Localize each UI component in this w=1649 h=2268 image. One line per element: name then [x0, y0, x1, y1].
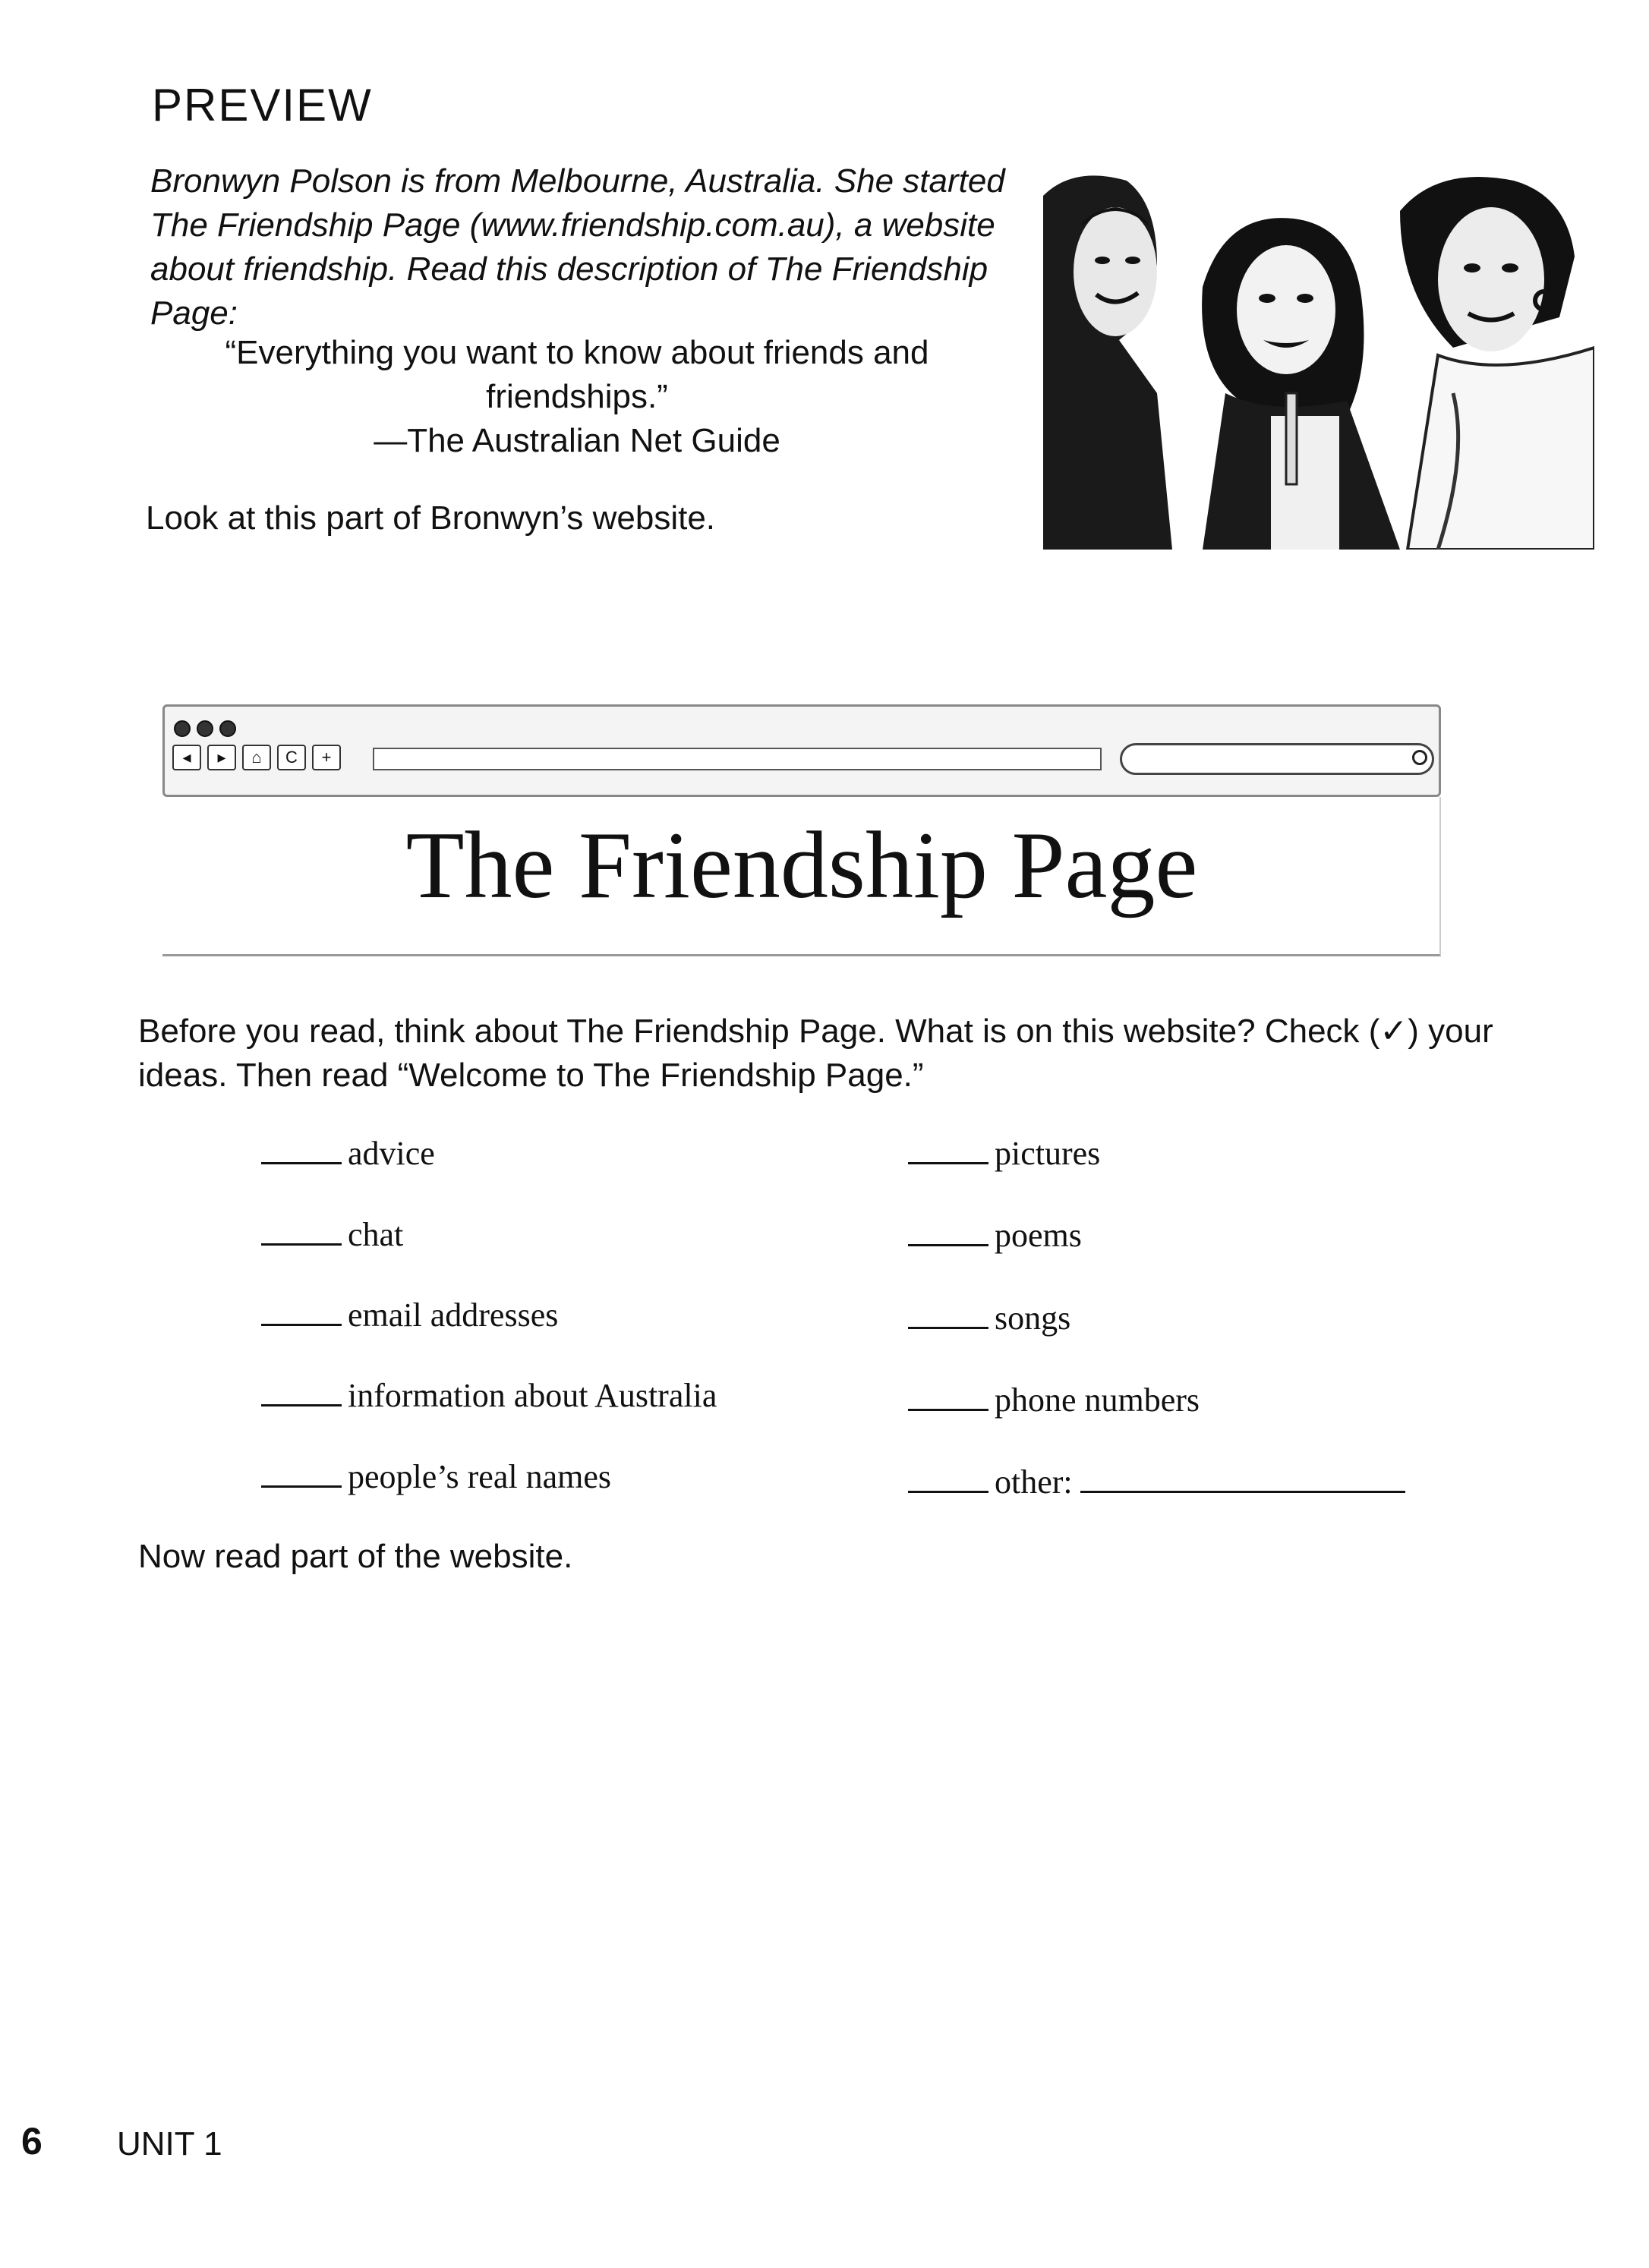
look-instruction: Look at this part of Bronwyn’s website. — [146, 499, 716, 537]
search-field[interactable] — [1120, 743, 1434, 775]
reload-icon: C — [285, 748, 298, 767]
option-label: advice — [348, 1135, 435, 1172]
check-blank[interactable] — [908, 1162, 988, 1164]
maximize-dot-icon[interactable] — [219, 720, 236, 737]
option-label: email addresses — [348, 1296, 559, 1334]
option-item — [261, 1134, 435, 1173]
plus-icon: + — [321, 748, 332, 767]
friends-photo — [1043, 165, 1594, 550]
option-label: songs — [995, 1299, 1071, 1337]
option-item — [908, 1134, 1100, 1173]
option-item — [261, 1376, 717, 1415]
option-item — [908, 1299, 1070, 1337]
browser-content — [162, 797, 1441, 956]
close-dot-icon[interactable] — [174, 720, 191, 737]
option-label: phone numbers — [995, 1381, 1200, 1419]
back-arrow-icon: ◂ — [182, 748, 191, 767]
option-item — [261, 1457, 611, 1496]
home-icon: ⌂ — [251, 748, 262, 767]
option-label: other: — [995, 1463, 1073, 1501]
back-button[interactable] — [172, 745, 201, 770]
unit-label: UNIT 1 — [117, 2125, 222, 2162]
site-title: The Friendship Page — [405, 813, 1198, 918]
other-write-in-blank[interactable] — [1080, 1491, 1405, 1493]
minimize-dot-icon[interactable] — [197, 720, 213, 737]
browser-window — [162, 704, 1441, 962]
browser-toolbar — [162, 704, 1441, 797]
search-icon — [1412, 750, 1427, 765]
intro-paragraph: Bronwyn Polson is from Melbourne, Australia. She started The Friendship Page (www.friendship.com.au), a website about friendship. Read this description of The Friendship Page: — [150, 162, 1005, 332]
friends-photo-illustration — [1043, 165, 1594, 550]
quote — [175, 331, 979, 463]
option-label: pictures — [995, 1135, 1101, 1172]
section-heading: PREVIEW — [152, 80, 373, 131]
check-blank[interactable] — [908, 1409, 988, 1411]
option-item-other — [908, 1463, 1405, 1501]
check-blank[interactable] — [261, 1485, 342, 1488]
check-blank[interactable] — [908, 1327, 988, 1329]
option-item — [908, 1216, 1082, 1255]
page-number: 6 — [21, 2120, 43, 2162]
option-label: people’s real names — [348, 1458, 611, 1495]
option-label: chat — [348, 1216, 404, 1253]
home-button[interactable] — [242, 745, 271, 770]
option-label: information about Australia — [348, 1377, 717, 1414]
check-blank[interactable] — [261, 1404, 342, 1406]
nav-buttons — [172, 745, 341, 770]
task-instructions: Before you read, think about The Friendship Page. What is on this website? Check (✓) your ideas. Then read “Welcome to The Friendship Page.” — [138, 1013, 1493, 1094]
closing-instruction: Now read part of the website. — [138, 1538, 573, 1575]
reload-button[interactable] — [277, 745, 306, 770]
quote-source: —The Australian Net Guide — [374, 422, 780, 459]
forward-arrow-icon: ▸ — [217, 748, 226, 767]
check-blank[interactable] — [908, 1244, 988, 1246]
address-bar[interactable] — [373, 748, 1102, 770]
add-bookmark-button[interactable] — [312, 745, 341, 770]
forward-button[interactable] — [207, 745, 236, 770]
check-blank[interactable] — [261, 1162, 342, 1164]
check-blank[interactable] — [908, 1491, 988, 1493]
option-item — [261, 1296, 558, 1334]
option-item — [908, 1381, 1200, 1419]
window-controls — [174, 720, 236, 737]
check-blank[interactable] — [261, 1243, 342, 1246]
option-label: poems — [995, 1217, 1082, 1254]
option-item — [261, 1215, 403, 1254]
check-blank[interactable] — [261, 1324, 342, 1326]
quote-text: “Everything you want to know about friends and friendships.” — [225, 334, 929, 415]
